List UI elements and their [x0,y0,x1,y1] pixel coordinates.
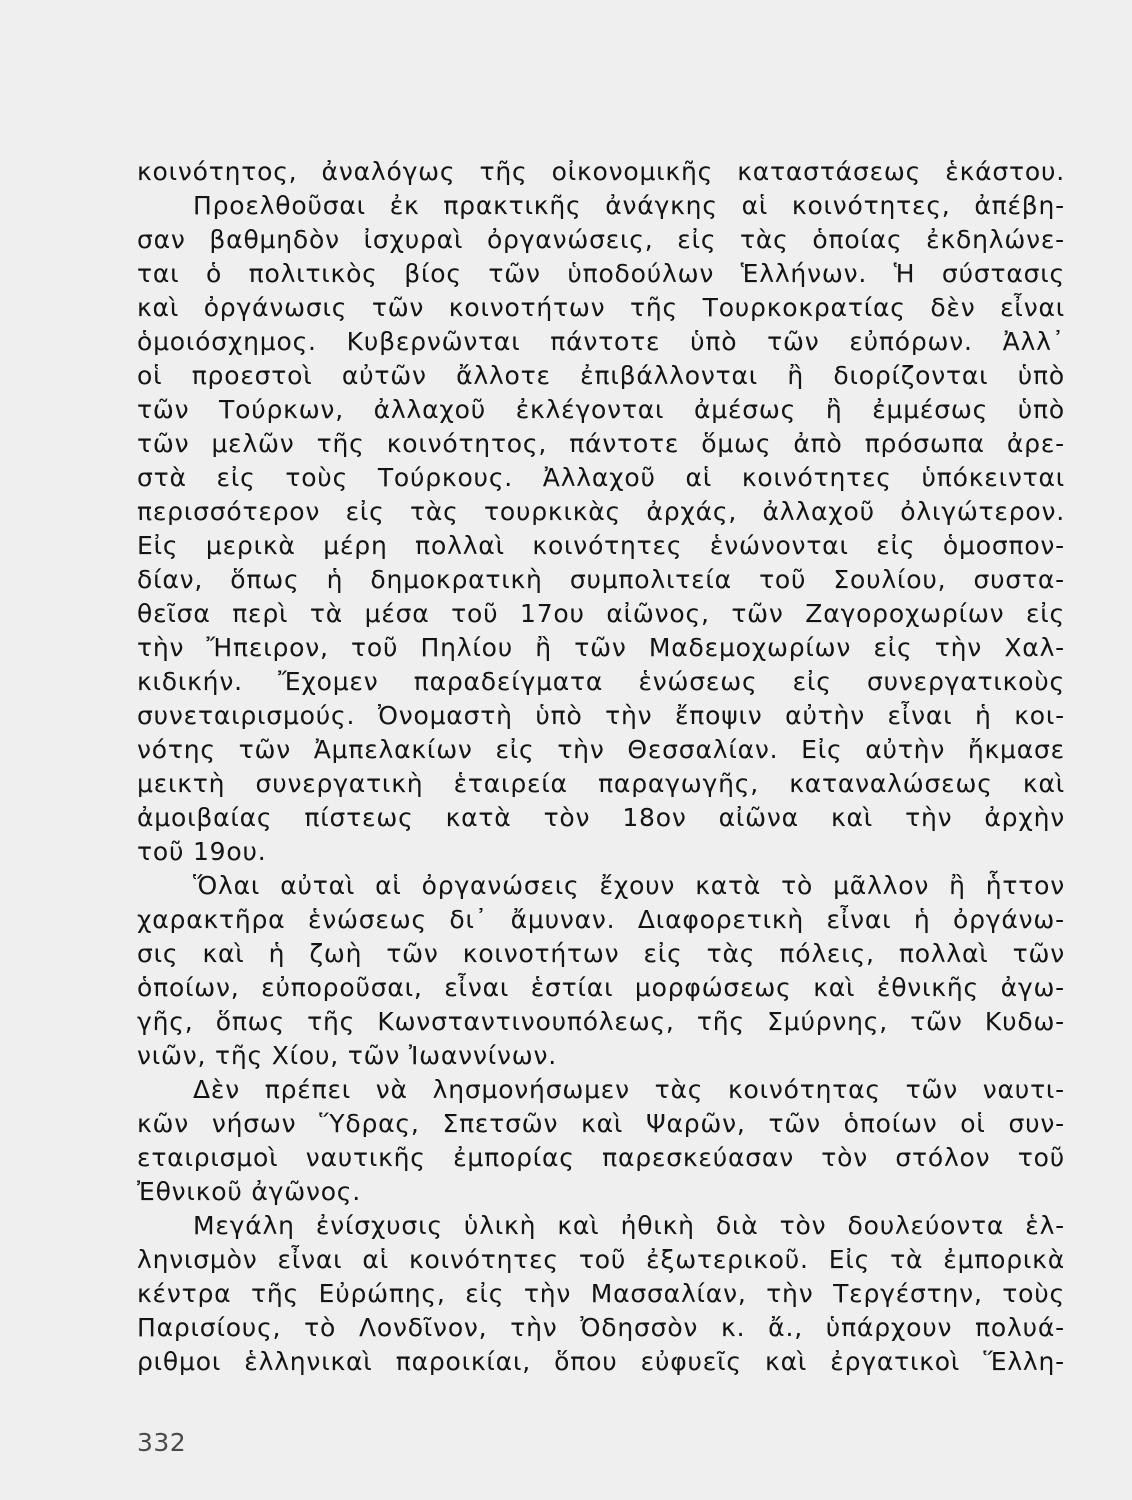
text-line: ὁποίων, εὐποροῦσαι, εἶναι ἑστίαι μορφώσεως καὶ ἐθνικῆς ἀγω- [137,973,1065,1002]
text-line: νιῶν, τῆς Χίου, τῶν Ἰωαννίνων. [137,1041,557,1070]
text-line: σαν βαθμηδὸν ἰσχυραὶ ὀργανώσεις, εἰς τὰς ὁποίας ἐκδηλώνε- [137,225,1065,254]
text-line: περισσότερον εἰς τὰς τουρκικὰς ἀρχάς, ἀλλαχοῦ ὀλιγώτερον. [137,497,1065,526]
text-line: οἱ προεστοὶ αὐτῶν ἄλλοτε ἐπιβάλλονται ἢ διορίζονται ὑπὸ [137,361,1065,390]
text-line: σις καὶ ἡ ζωὴ τῶν κοινοτήτων εἰς τὰς πόλεις, πολλαὶ τῶν [137,939,1065,968]
text-line: θεῖσα περὶ τὰ μέσα τοῦ 17ου αἰῶνος, τῶν Ζαγοροχωρίων εἰς [137,599,1065,628]
text-line: χαρακτῆρα ἑνώσεως δι᾽ ἄμυναν. Διαφορετικὴ εἶναι ἡ ὀργάνω- [137,905,1065,934]
text-line: τὴν Ἤπειρον, τοῦ Πηλίου ἢ τῶν Μαδεμοχωρίων εἰς τὴν Χαλ- [137,633,1065,662]
text-line: μεικτὴ συνεργατικὴ ἑταιρεία παραγωγῆς, καταναλώσεως καὶ [137,769,1065,798]
text-line: Προελθοῦσαι ἐκ πρακτικῆς ἀνάγκης αἱ κοινότητες, ἀπέβη- [193,191,1065,220]
text-line: ται ὁ πολιτικὸς βίος τῶν ὑποδούλων Ἑλλήνων. Ἡ σύστασις [137,259,1065,288]
text-line: τῶν μελῶν τῆς κοινότητος, πάντοτε ὅμως ἀπὸ πρόσωπα ἀρε- [137,429,1065,458]
text-line: Παρισίους, τὸ Λονδῖνον, τὴν Ὀδησσὸν κ. ἄ., ὑπάρχουν πολυά- [137,1313,1065,1342]
text-line: ριθμοι ἑλληνικαὶ παροικίαι, ὅπου εὐφυεῖς καὶ ἐργατικοὶ Ἕλλη- [137,1347,1065,1376]
text-line: ὁμοιόσχημος. Κυβερνῶνται πάντοτε ὑπὸ τῶν εὐπόρων. Ἀλλ᾽ [137,327,1065,356]
text-line: ἀμοιβαίας πίστεως κατὰ τὸν 18ον αἰῶνα καὶ τὴν ἀρχὴν [137,803,1065,832]
body-text [137,155,1065,1379]
text-line: τοῦ 19ου. [137,837,267,866]
text-line: Εἰς μερικὰ μέρη πολλαὶ κοινότητες ἑνώνονται εἰς ὁμοσπον- [137,531,1065,560]
text-line: Δὲν πρέπει νὰ λησμονήσωμεν τὰς κοινότητας τῶν ναυτι- [193,1075,1065,1104]
text-line: κῶν νήσων Ὕδρας, Σπετσῶν καὶ Ψαρῶν, τῶν ὁποίων οἱ συν- [137,1109,1065,1138]
text-line: δίαν, ὅπως ἡ δημοκρατικὴ συμπολιτεία τοῦ Σουλίου, συστα- [137,565,1065,594]
text-line: γῆς, ὅπως τῆς Κωνσταντινουπόλεως, τῆς Σμύρνης, τῶν Κυδω- [137,1007,1065,1036]
text-line: Μεγάλη ἐνίσχυσις ὑλικὴ καὶ ἠθικὴ διὰ τὸν δουλεύοντα ἑλ- [193,1211,1065,1240]
text-line: Ὅλαι αὐταὶ αἱ ὀργανώσεις ἔχουν κατὰ τὸ μᾶλλον ἢ ἧττον [193,871,1065,900]
text-line: κοινότητος, ἀναλόγως τῆς οἰκονομικῆς καταστάσεως ἑκάστου. [137,157,1065,186]
text-line: στὰ εἰς τοὺς Τούρκους. Ἀλλαχοῦ αἱ κοινότητες ὑπόκεινται [137,463,1065,492]
text-line: τῶν Τούρκων, ἀλλαχοῦ ἐκλέγονται ἀμέσως ἢ ἐμμέσως ὑπὸ [137,395,1065,424]
text-line: συνεταιρισμούς. Ὀνομαστὴ ὑπὸ τὴν ἔποψιν αὐτὴν εἶναι ἡ κοι- [137,701,1065,730]
text-line: εταιρισμοὶ ναυτικῆς ἐμπορίας παρεσκεύασαν τὸν στόλον τοῦ [137,1143,1065,1172]
text-line: ληνισμὸν εἶναι αἱ κοινότητες τοῦ ἐξωτερικοῦ. Εἰς τὰ ἐμπορικὰ [137,1245,1065,1274]
text-line: νότης τῶν Ἀμπελακίων εἰς τὴν Θεσσαλίαν. Εἰς αὐτὴν ἤκμασε [137,735,1065,764]
page-number: 332 [137,1428,187,1457]
text-line: κέντρα τῆς Εὐρώπης, εἰς τὴν Μασσαλίαν, τὴν Τεργέστην, τοὺς [137,1279,1065,1308]
text-line: κιδικήν. Ἔχομεν παραδείγματα ἑνώσεως εἰς συνεργατικοὺς [137,667,1065,696]
text-line: καὶ ὀργάνωσις τῶν κοινοτήτων τῆς Τουρκοκρατίας δὲν εἶναι [137,293,1065,322]
text-line: Ἐθνικοῦ ἀγῶνος. [137,1177,362,1206]
